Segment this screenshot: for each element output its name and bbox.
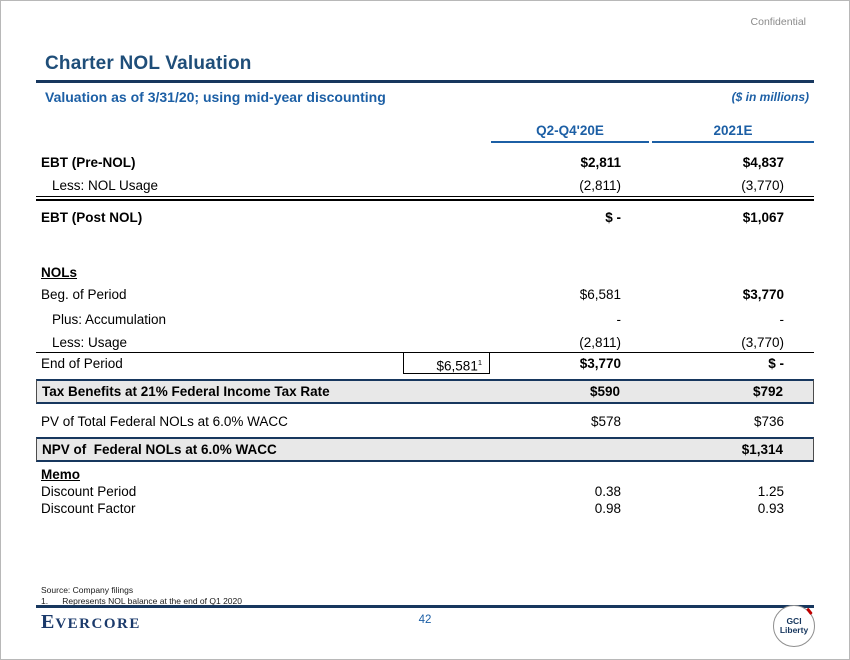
value-2021e: $4,837 bbox=[742, 155, 784, 170]
row-label: Less: Usage bbox=[52, 334, 128, 350]
value-q2-q4-20e: 0.98 bbox=[594, 501, 621, 516]
row-end-of-period bbox=[36, 353, 814, 374]
row-label: Plus: Accumulation bbox=[52, 312, 167, 327]
row-label: NPV of Federal NOLs at 6.0% WACC bbox=[42, 442, 277, 457]
units-note: ($ in millions) bbox=[731, 90, 809, 104]
row-discount-period bbox=[36, 483, 814, 500]
column-header-2021e: 2021E bbox=[652, 121, 814, 143]
page-number: 42 bbox=[418, 614, 432, 626]
row-pv-federal-nols bbox=[36, 411, 814, 432]
table-header-row bbox=[36, 121, 814, 143]
value-2021e: (3,770) bbox=[741, 178, 784, 193]
value-q2-q4-20e: 0.38 bbox=[594, 484, 621, 499]
footnote-1: 1. Represents NOL balance at the end of Q1 2020 bbox=[41, 595, 242, 606]
value-q2-q4-20e: $3,770 bbox=[579, 356, 621, 371]
row-memo-header bbox=[36, 465, 814, 483]
row-label: Discount Factor bbox=[41, 501, 136, 516]
row-discount-factor bbox=[36, 500, 814, 517]
gci-liberty-logo bbox=[773, 605, 815, 647]
footnotes bbox=[41, 585, 242, 606]
gci-logo-red-mark bbox=[806, 608, 812, 615]
value-2021e: $ - bbox=[768, 356, 784, 371]
footnote-marker: 1 bbox=[477, 358, 482, 367]
row-npv-federal-nols bbox=[36, 437, 814, 462]
value-2021e: 0.93 bbox=[757, 501, 784, 516]
gci-logo-bottom-text: Liberty bbox=[779, 625, 809, 635]
value-2021e: $1,067 bbox=[742, 209, 784, 225]
row-ebt-pre-nol bbox=[36, 150, 814, 175]
row-label: End of Period bbox=[41, 356, 123, 371]
value-q2-q4-20e: (2,811) bbox=[579, 334, 621, 350]
value-2021e: $3,770 bbox=[742, 287, 784, 302]
value-2021e: $1,314 bbox=[741, 442, 783, 457]
row-less-usage bbox=[36, 332, 814, 353]
confidential-label: Confidential bbox=[750, 16, 806, 28]
value-2021e: $792 bbox=[752, 384, 783, 399]
value-q2-q4-20e: $6,581 bbox=[579, 287, 621, 302]
valuation-table bbox=[36, 121, 814, 517]
boxed-value: $6,581 bbox=[436, 358, 478, 374]
value-2021e: 1.25 bbox=[757, 484, 784, 499]
page-subtitle: Valuation as of 3/31/20; using mid-year discounting bbox=[45, 89, 386, 105]
value-q2-q4-20e: $590 bbox=[589, 384, 620, 399]
value-2021e: - bbox=[779, 312, 784, 327]
table-rows bbox=[36, 150, 814, 517]
row-label: EBT (Pre-NOL) bbox=[41, 155, 136, 170]
footer-rule bbox=[36, 605, 814, 608]
row-tax-benefits bbox=[36, 379, 814, 404]
row-label: Discount Period bbox=[41, 484, 137, 499]
row-label: Memo bbox=[41, 466, 81, 482]
row-nols-header bbox=[36, 262, 814, 282]
page-title: Charter NOL Valuation bbox=[45, 53, 252, 74]
column-header-q2-q4-20e: Q2-Q4'20E bbox=[491, 121, 649, 143]
end-of-period-q1-box bbox=[403, 352, 490, 374]
row-ebt-post-nol bbox=[36, 204, 814, 230]
row-beg-of-period bbox=[36, 282, 814, 307]
value-2021e: $736 bbox=[753, 414, 784, 429]
value-q2-q4-20e: $578 bbox=[590, 414, 621, 429]
row-label: PV of Total Federal NOLs at 6.0% WACC bbox=[41, 414, 288, 429]
title-rule bbox=[36, 80, 814, 83]
row-label: EBT (Post NOL) bbox=[41, 209, 143, 225]
brand-initial: E bbox=[41, 611, 56, 633]
row-label: Beg. of Period bbox=[41, 287, 127, 302]
row-less-nol-usage bbox=[36, 175, 814, 197]
row-label: NOLs bbox=[41, 264, 78, 280]
value-q2-q4-20e: $ - bbox=[605, 209, 621, 225]
value-q2-q4-20e: $2,811 bbox=[580, 155, 621, 170]
row-plus-accumulation bbox=[36, 307, 814, 332]
brand-rest: VERCORE bbox=[55, 616, 141, 632]
row-label: Tax Benefits at 21% Federal Income Tax Rate bbox=[42, 384, 330, 399]
value-q2-q4-20e: (2,811) bbox=[579, 178, 621, 193]
row-label: Less: NOL Usage bbox=[52, 178, 159, 193]
gci-logo-top-text: GCI bbox=[786, 616, 802, 626]
source-note: Source: Company filings bbox=[41, 585, 134, 595]
value-q2-q4-20e: - bbox=[616, 312, 621, 327]
value-2021e: (3,770) bbox=[741, 334, 784, 350]
